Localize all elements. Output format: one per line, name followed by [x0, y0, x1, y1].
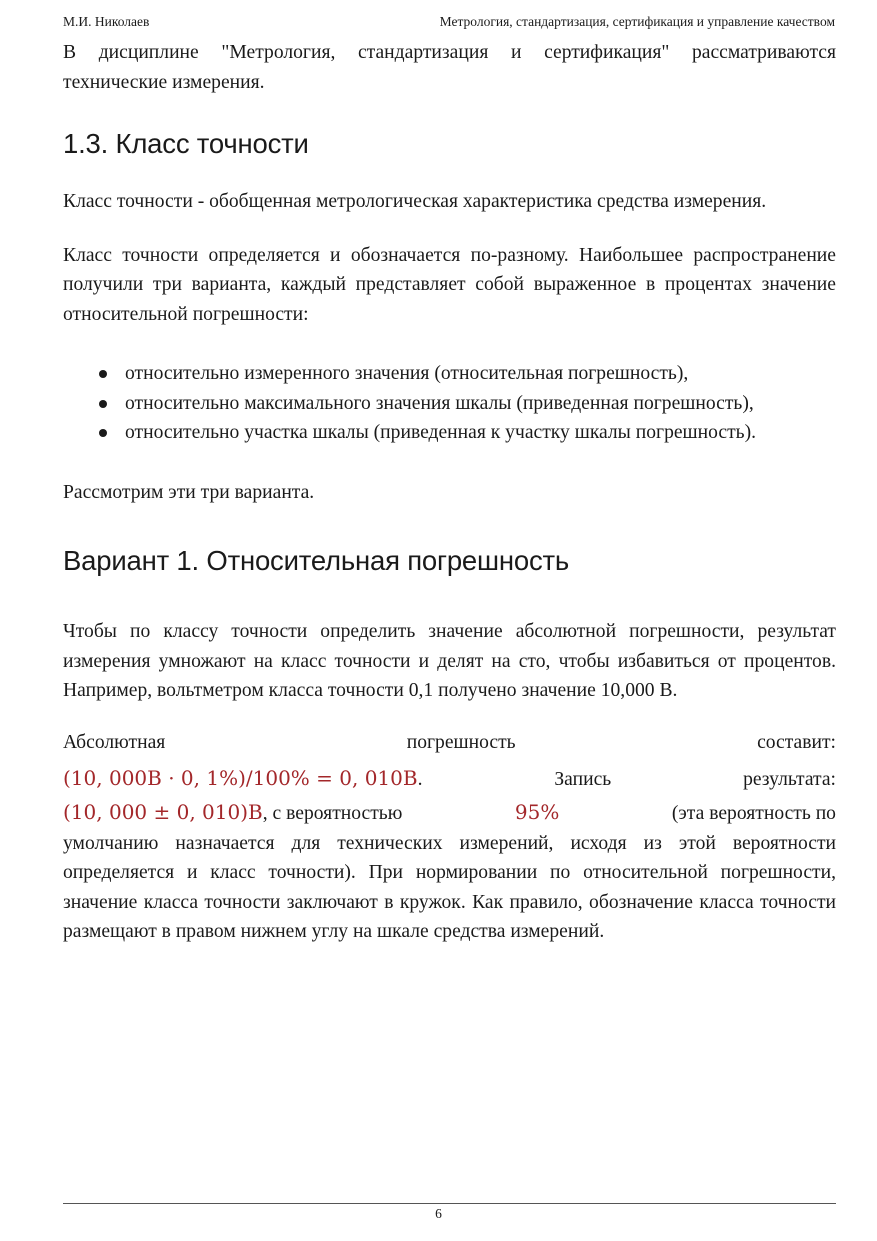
header-author: М.И. Николаев — [63, 14, 150, 29]
footer-divider — [63, 1203, 836, 1204]
variants-paragraph: Класс точности определяется и обозначается по-разному. Наибольшее распространение получили три варианта, каждый представляет собой выраженное в процентах значение относительной погрешности: — [63, 244, 836, 325]
consider-paragraph: Рассмотрим эти три варианта. — [63, 481, 315, 503]
list-item: относительно максимального значения шкалы (приведенная погрешность), — [63, 389, 836, 419]
formula-line: (10, 000В · 0, 1%)/100% = 0, 010В. Запись результата: — [63, 765, 836, 790]
section-heading: 1.3. Класс точности — [63, 128, 309, 159]
formula-result: (10, 000 ± 0, 010)В — [63, 799, 263, 824]
list-item: относительно измеренного значения (относительная погрешность), — [63, 359, 836, 389]
bullet-icon — [99, 429, 107, 437]
example-paragraph: Чтобы по классу точности определить значение абсолютной погрешности, результат измерения умножают на класс точности и делят на сто, чтобы избавиться от процентов. Например, вольтметром класса точности 0,1 получено значение 10,000 В. — [63, 621, 836, 701]
intro-paragraph: В дисциплине "Метрология, стандартизация и сертификация" рассматриваются технические измерения. — [63, 42, 836, 93]
formula-probability: 95% — [514, 799, 560, 824]
absolute-error-block — [63, 728, 836, 947]
header-title: Метрология, стандартизация, сертификация и управление качеством — [439, 14, 835, 29]
variants-list — [63, 359, 836, 448]
page-number: 6 — [435, 1206, 442, 1221]
page-header — [63, 14, 835, 34]
list-item: относительно участка шкалы (приведенная к участку шкалы погрешность). — [63, 418, 836, 448]
abs-line: Абсолютная погрешность составит: — [63, 731, 836, 753]
definition-paragraph: Класс точности - обобщенная метрологическая характеристика средства измерения. — [63, 191, 767, 212]
page-content — [63, 38, 836, 947]
variant-heading: Вариант 1. Относительная погрешность — [63, 545, 570, 576]
explanation-paragraph: умолчанию назначается для технических измерений, исходя из этой вероятности определяется и класс точности). При нормировании по относительной погрешности, значение класса точности заключают в кружок. Как правило, обозначение класса точности размещают в правом нижнем углу на шкале средства измерений. — [63, 832, 836, 942]
result-line: (10, 000 ± 0, 010)В, с вероятностью 95% (эта вероятность по — [63, 797, 836, 829]
bullet-icon — [99, 400, 107, 408]
formula-absolute-error: (10, 000В · 0, 1%)/100% = 0, 010В — [63, 765, 418, 790]
bullet-icon — [99, 370, 107, 378]
